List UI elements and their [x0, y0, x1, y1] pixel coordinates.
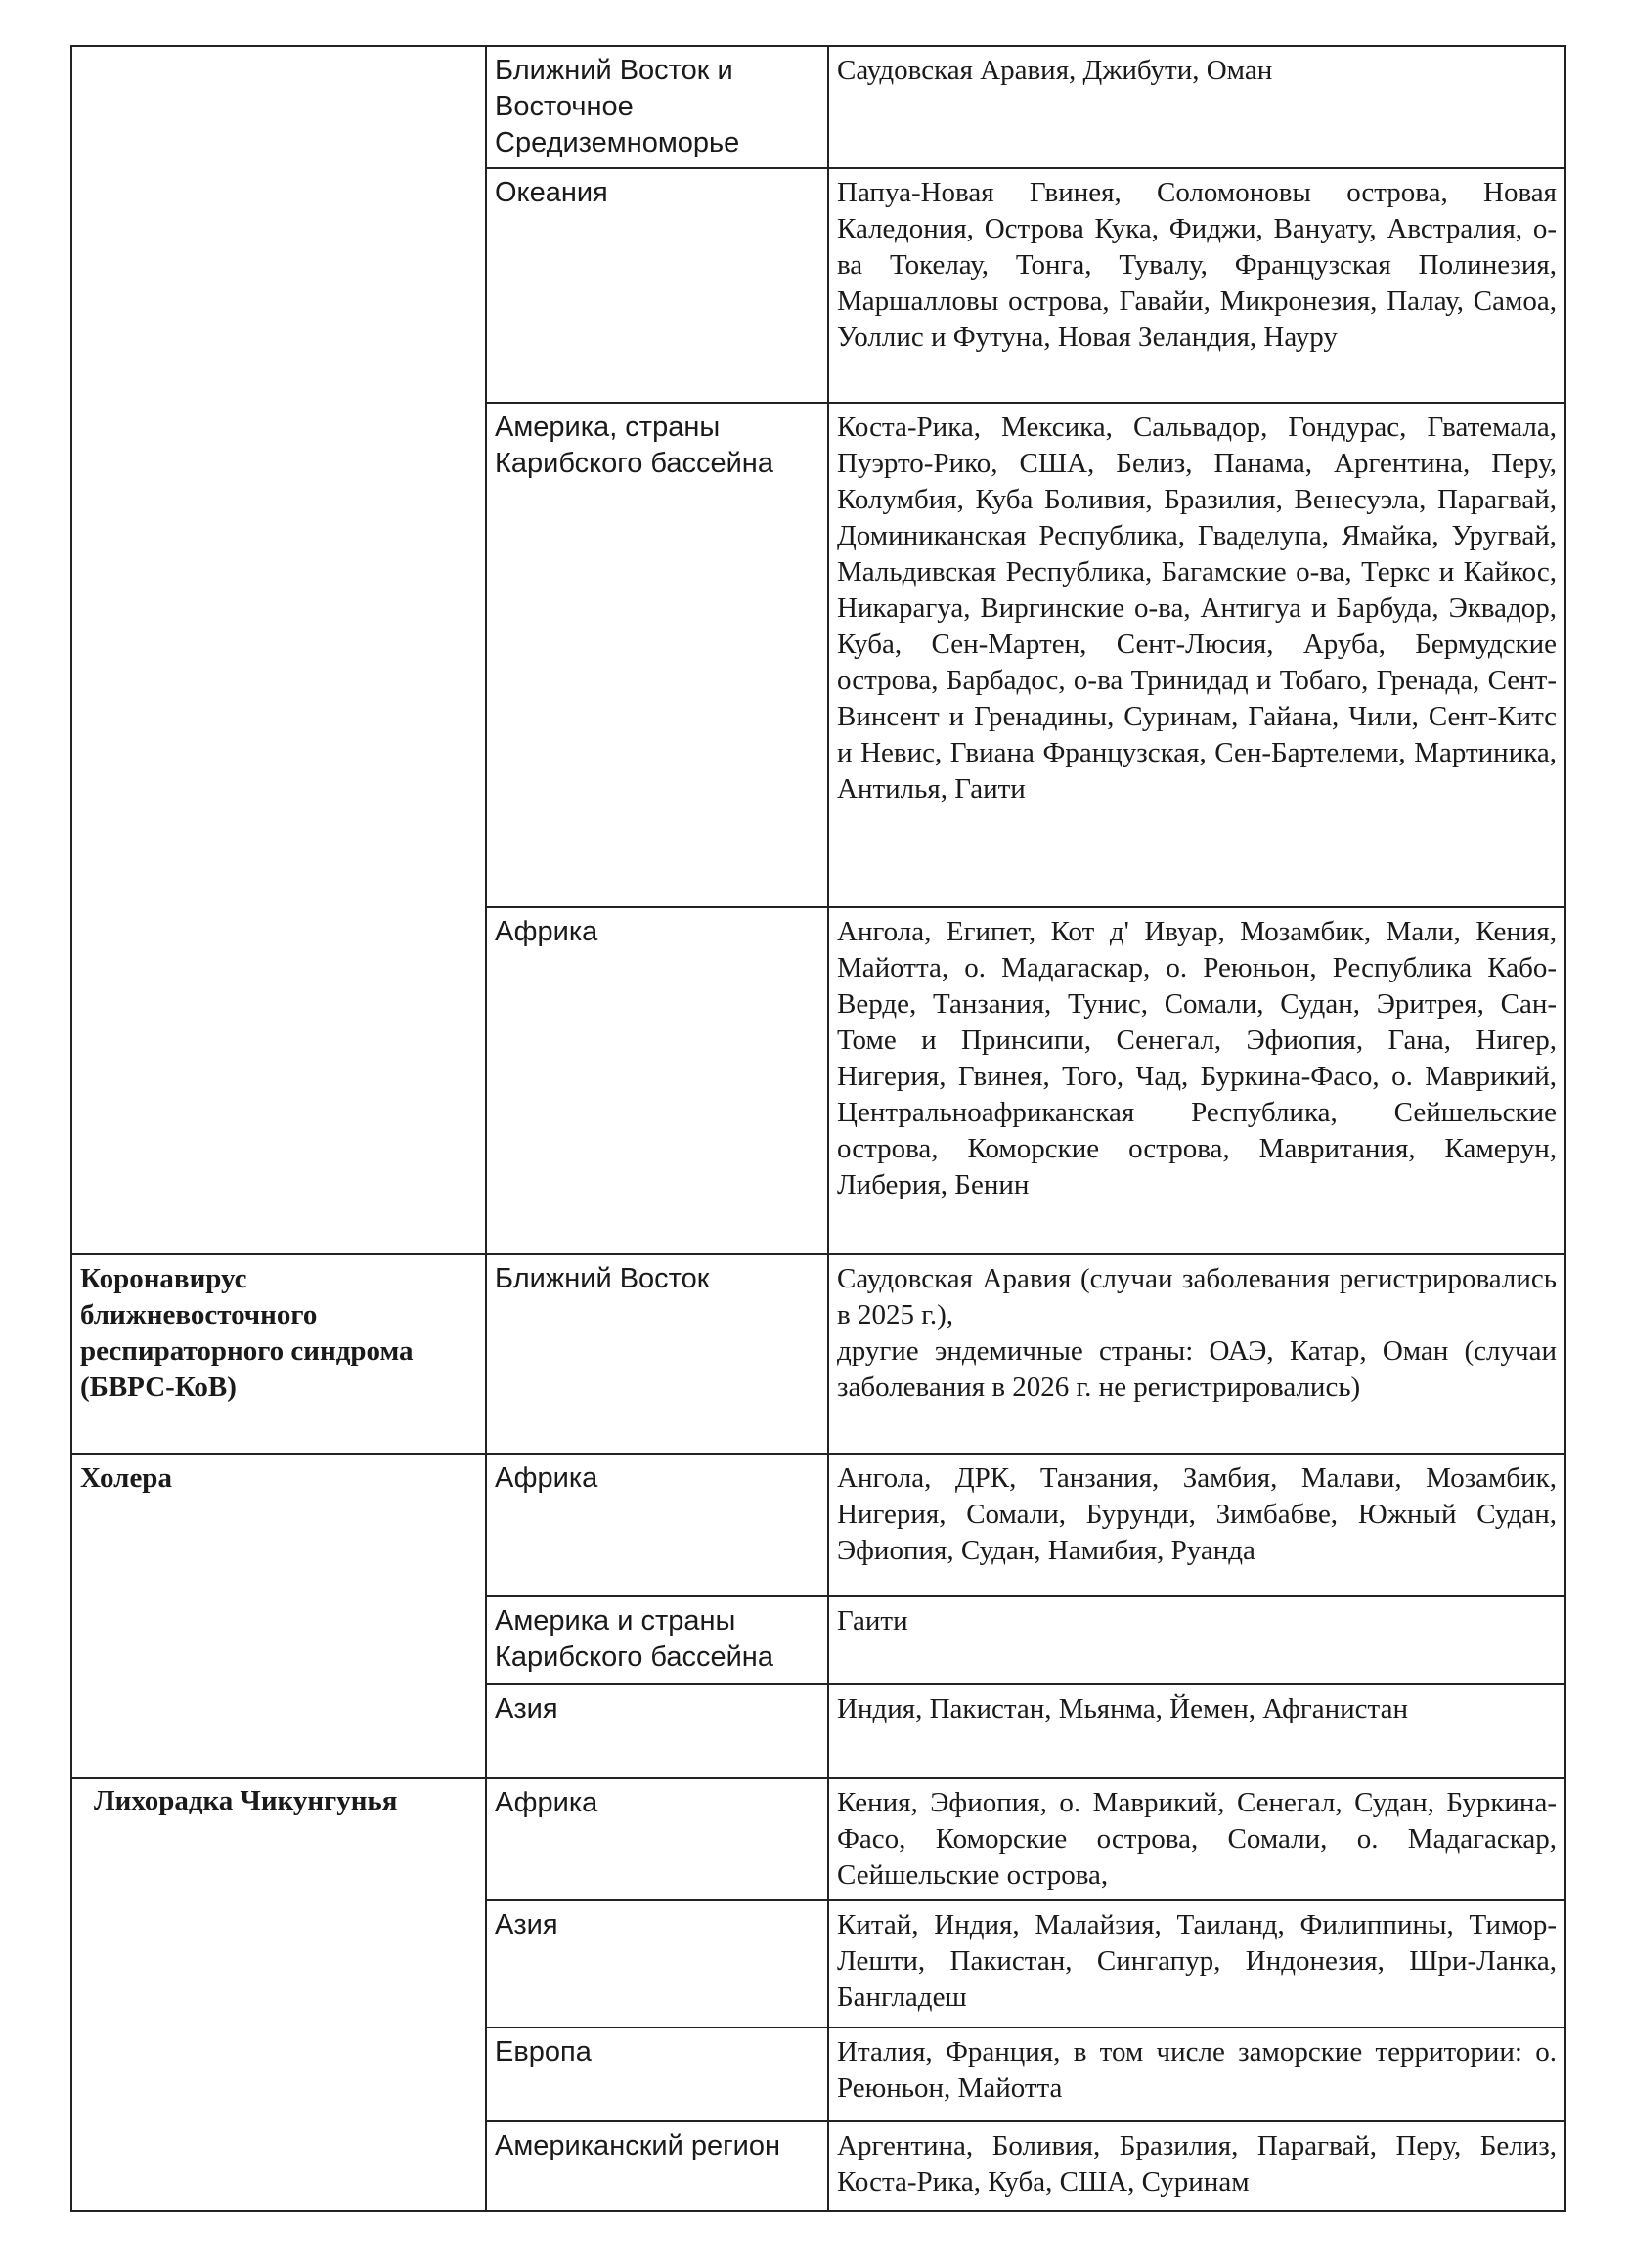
disease-cell-empty: [71, 46, 486, 1254]
countries-cell: Ангола, ДРК, Танзания, Замбия, Малави, Мозамбик, Нигерия, Сомали, Бурунди, Зимбабве, Южный Судан, Эфиопия, Судан, Намибия, Руанда: [828, 1454, 1565, 1596]
countries-cell: Аргентина, Боливия, Бразилия, Парагвай, Перу, Белиз, Коста-Рика, Куба, США, Суринам: [828, 2121, 1565, 2211]
disease-label: Лихорадка Чикунгунья: [94, 1785, 398, 1816]
region-cell: Ближний Восток и Восточное Средиземноморье: [486, 46, 828, 168]
region-cell: Америка, страны Карибского бассейна: [486, 403, 828, 907]
document-page: [70, 45, 1564, 2212]
region-cell: Океания: [486, 168, 828, 403]
table-row: [71, 1454, 1565, 1596]
countries-cell: Индия, Пакистан, Мьянма, Йемен, Афганистан: [828, 1684, 1565, 1778]
region-cell: Азия: [486, 1900, 828, 2028]
region-cell: Африка: [486, 1778, 828, 1900]
countries-cell: Коста-Рика, Мексика, Сальвадор, Гондурас, Гватемала, Пуэрто-Рико, США, Белиз, Панама, Аргентина, Перу, Колумбия, Куба Боливия, Бразилия, Венесуэла, Парагвай, Доминиканская Республика, Гваделупа, Ямайка, Уругвай, Мальдивская Республика, Багамские о-ва, Теркс и Кайкос, Никарагуа, Виргинские о-ва, Антигуа и Барбуда, Эквадор, Куба, Сен-Мартен, Сент-Люсия, Аруба, Бермудские острова, Барбадос, о-ва Тринидад и Тобаго, Гренада, Сент-Винсент и Гренадины, Суринам, Гайана, Чили, Сент-Китс и Невис, Гвиана Французская, Сен-Бартелеми, Мартиника, Антилья, Гаити: [828, 403, 1565, 907]
countries-cell: Саудовская Аравия, Джибути, Оман: [828, 46, 1565, 168]
region-cell: Америка и страны Карибского бассейна: [486, 1596, 828, 1684]
region-cell: Европа: [486, 2028, 828, 2121]
disease-cell: [71, 1778, 486, 2211]
disease-region-table: [70, 45, 1566, 2212]
countries-cell: [828, 1254, 1565, 1454]
region-cell: Африка: [486, 1454, 828, 1596]
region-cell: Азия: [486, 1684, 828, 1778]
region-cell: Американский регион: [486, 2121, 828, 2211]
countries-cell: Италия, Франция, в том числе заморские территории: о. Реюньон, Майотта: [828, 2028, 1565, 2121]
disease-cell: Холера: [71, 1454, 486, 1778]
table-row: [71, 1778, 1565, 1900]
countries-cell: Ангола, Египет, Кот д' Ивуар, Мозамбик, Мали, Кения, Майотта, о. Мадагаскар, о. Реюньон, Республика Кабо-Верде, Танзания, Тунис, Сомали, Судан, Эритрея, Сан-Томе и Принсипи, Сенегал, Эфиопия, Гана, Нигер, Нигерия, Гвинея, Того, Чад, Буркина-Фасо, о. Маврикий, Центральноафриканская Республика, Сейшельские острова, Коморские острова, Мавритания, Камерун, Либерия, Бенин: [828, 907, 1565, 1254]
table-row: [71, 1254, 1565, 1454]
countries-cell: Гаити: [828, 1596, 1565, 1684]
region-cell: Африка: [486, 907, 828, 1254]
disease-cell: Коронавирус ближневосточного респираторного синдрома (БВРС-КоВ): [71, 1254, 486, 1454]
table-row: [71, 46, 1565, 168]
countries-cell: Папуа-Новая Гвинея, Соломоновы острова, Новая Каледония, Острова Кука, Фиджи, Вануату, Австралия, о-ва Токелау, Тонга, Тувалу, Французская Полинезия, Маршалловы острова, Гавайи, Микронезия, Палау, Самоа, Уоллис и Футуна, Новая Зеландия, Науру: [828, 168, 1565, 403]
countries-text: Саудовская Аравия (случаи заболевания регистрировались в 2025 г.),: [837, 1263, 1557, 1330]
countries-cell: Кения, Эфиопия, о. Маврикий, Сенегал, Судан, Буркина-Фасо, Коморские острова, Сомали, о. Мадагаскар, Сейшельские острова,: [828, 1778, 1565, 1900]
countries-cell: Китай, Индия, Малайзия, Таиланд, Филиппины, Тимор-Лешти, Пакистан, Сингапур, Индонезия, Шри-Ланка, Бангладеш: [828, 1900, 1565, 2028]
region-cell: Ближний Восток: [486, 1254, 828, 1454]
countries-text-note: другие эндемичные страны: ОАЭ, Катар, Оман (случаи заболевания в 2026 г. не регистрировались): [837, 1335, 1557, 1403]
